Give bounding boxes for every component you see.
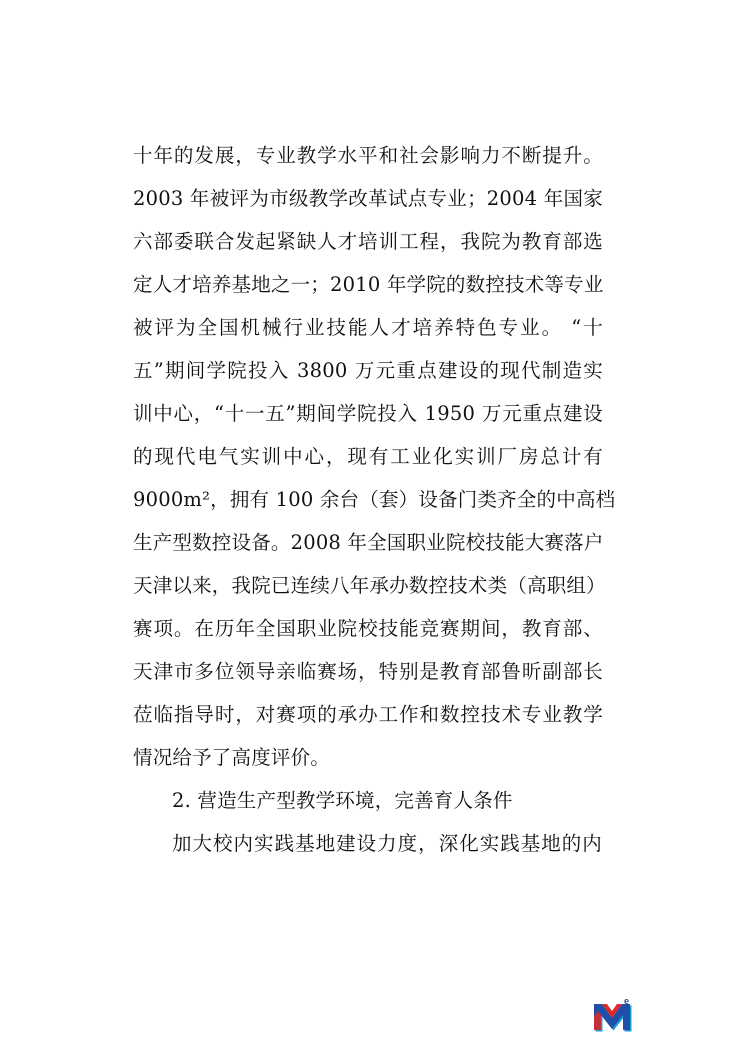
body-text-line: 情况给予了高度评价。 xyxy=(133,746,331,769)
section-heading: 2. 营造生产型教学环境，完善育人条件 xyxy=(172,789,513,812)
body-text-line: 2003 年被评为市级教学改革试点专业；2004 年国家 xyxy=(133,187,603,210)
body-text-line: 六部委联合发起紧缺人才培训工程，我院为教育部选 xyxy=(133,230,603,253)
logo-superscript: e xyxy=(624,996,630,1006)
body-text-line: 加大校内实践基地建设力度，深化实践基地的内 xyxy=(172,832,602,855)
body-text-line: 训中心，“十一五”期间学院投入 1950 万元重点建设 xyxy=(133,402,603,425)
publisher-logo-icon xyxy=(590,996,634,1032)
body-text-line: 9000m²，拥有 100 余台（套）设备门类齐全的中高档 xyxy=(133,488,616,511)
body-text-line: 五”期间学院投入 3800 万元重点建设的现代制造实 xyxy=(133,359,603,382)
body-text-line: 天津以来，我院已连续八年承办数控技术类（高职组） xyxy=(133,574,606,597)
body-text-line: 十年的发展，专业教学水平和社会影响力不断提升。 xyxy=(133,144,603,167)
body-text-line: 莅临指导时，对赛项的承办工作和数控技术专业教学 xyxy=(133,703,603,726)
body-text-line: 生产型数控设备。2008 年全国职业院校技能大赛落户 xyxy=(133,531,604,554)
body-text-line: 定人才培养基地之一；2010 年学院的数控技术等专业 xyxy=(133,273,604,296)
body-text-line: 被评为全国机械行业技能人才培养特色专业。 “十 xyxy=(133,316,603,339)
body-text-line: 的现代电气实训中心，现有工业化实训厂房总计有 xyxy=(133,445,603,468)
body-text-line: 赛项。在历年全国职业院校技能竞赛期间，教育部、 xyxy=(133,617,603,640)
body-text-line: 天津市多位领导亲临赛场，特别是教育部鲁昕副部长 xyxy=(133,660,603,683)
